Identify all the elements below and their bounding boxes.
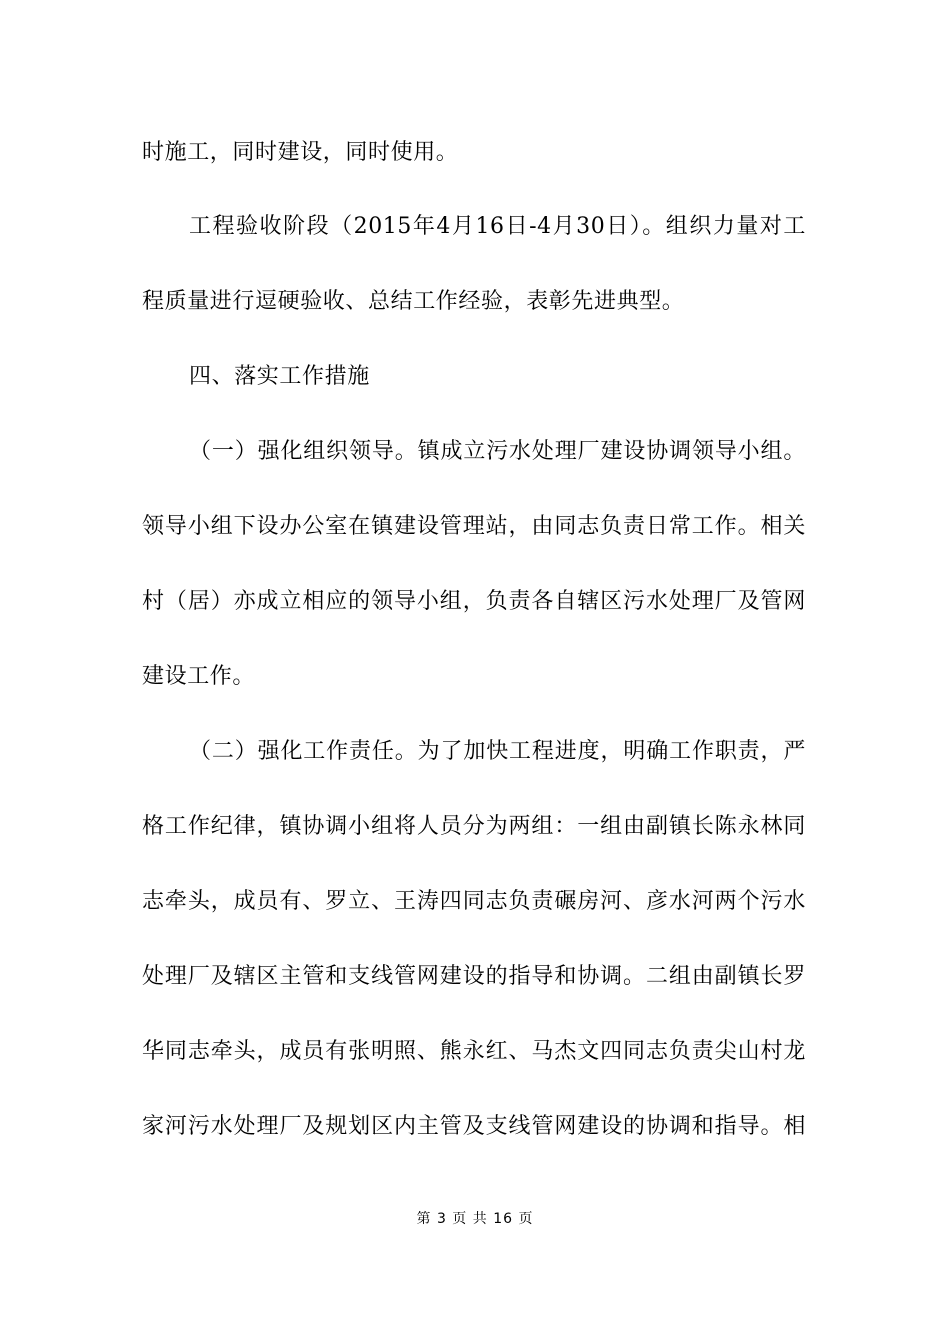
text-line: 时施工，同时建设，同时使用。 (142, 140, 459, 165)
text-line: 志牵头，成员有、罗立、王涛四同志负责碾房河、彦水河两个污水 (142, 889, 806, 914)
text-line: （一）强化组织领导。镇成立污水处理厂建设协调领导小组。 (189, 439, 806, 464)
text-line: 村（居）亦成立相应的领导小组，负责各自辖区污水处理厂及管网 (142, 589, 806, 614)
page-footer: 第 3 页 共 16 页 (416, 1211, 534, 1227)
text-line: 领导小组下设办公室在镇建设管理站，由同志负责日常工作。相关 (142, 514, 806, 539)
text-line: 格工作纪律，镇协调小组将人员分为两组：一组由副镇长陈永林同 (142, 814, 806, 839)
text-line: 处理厂及辖区主管和支线管网建设的指导和协调。二组由副镇长罗 (142, 964, 806, 989)
section-heading: 四、落实工作措施 (189, 364, 370, 389)
text-line: 家河污水处理厂及规划区内主管及支线管网建设的协调和指导。相 (142, 1114, 806, 1139)
text-line: 建设工作。 (142, 664, 256, 689)
text-line: 华同志牵头，成员有张明照、熊永红、马杰文四同志负责尖山村龙 (142, 1039, 806, 1064)
text-line: （二）强化工作责任。为了加快工程进度，明确工作职责，严 (189, 739, 806, 764)
text-line: 工程验收阶段（2015年4月16日-4月30日）。组织力量对工 (189, 214, 806, 239)
text-line: 程质量进行逗硬验收、总结工作经验，表彰先进典型。 (142, 289, 685, 314)
